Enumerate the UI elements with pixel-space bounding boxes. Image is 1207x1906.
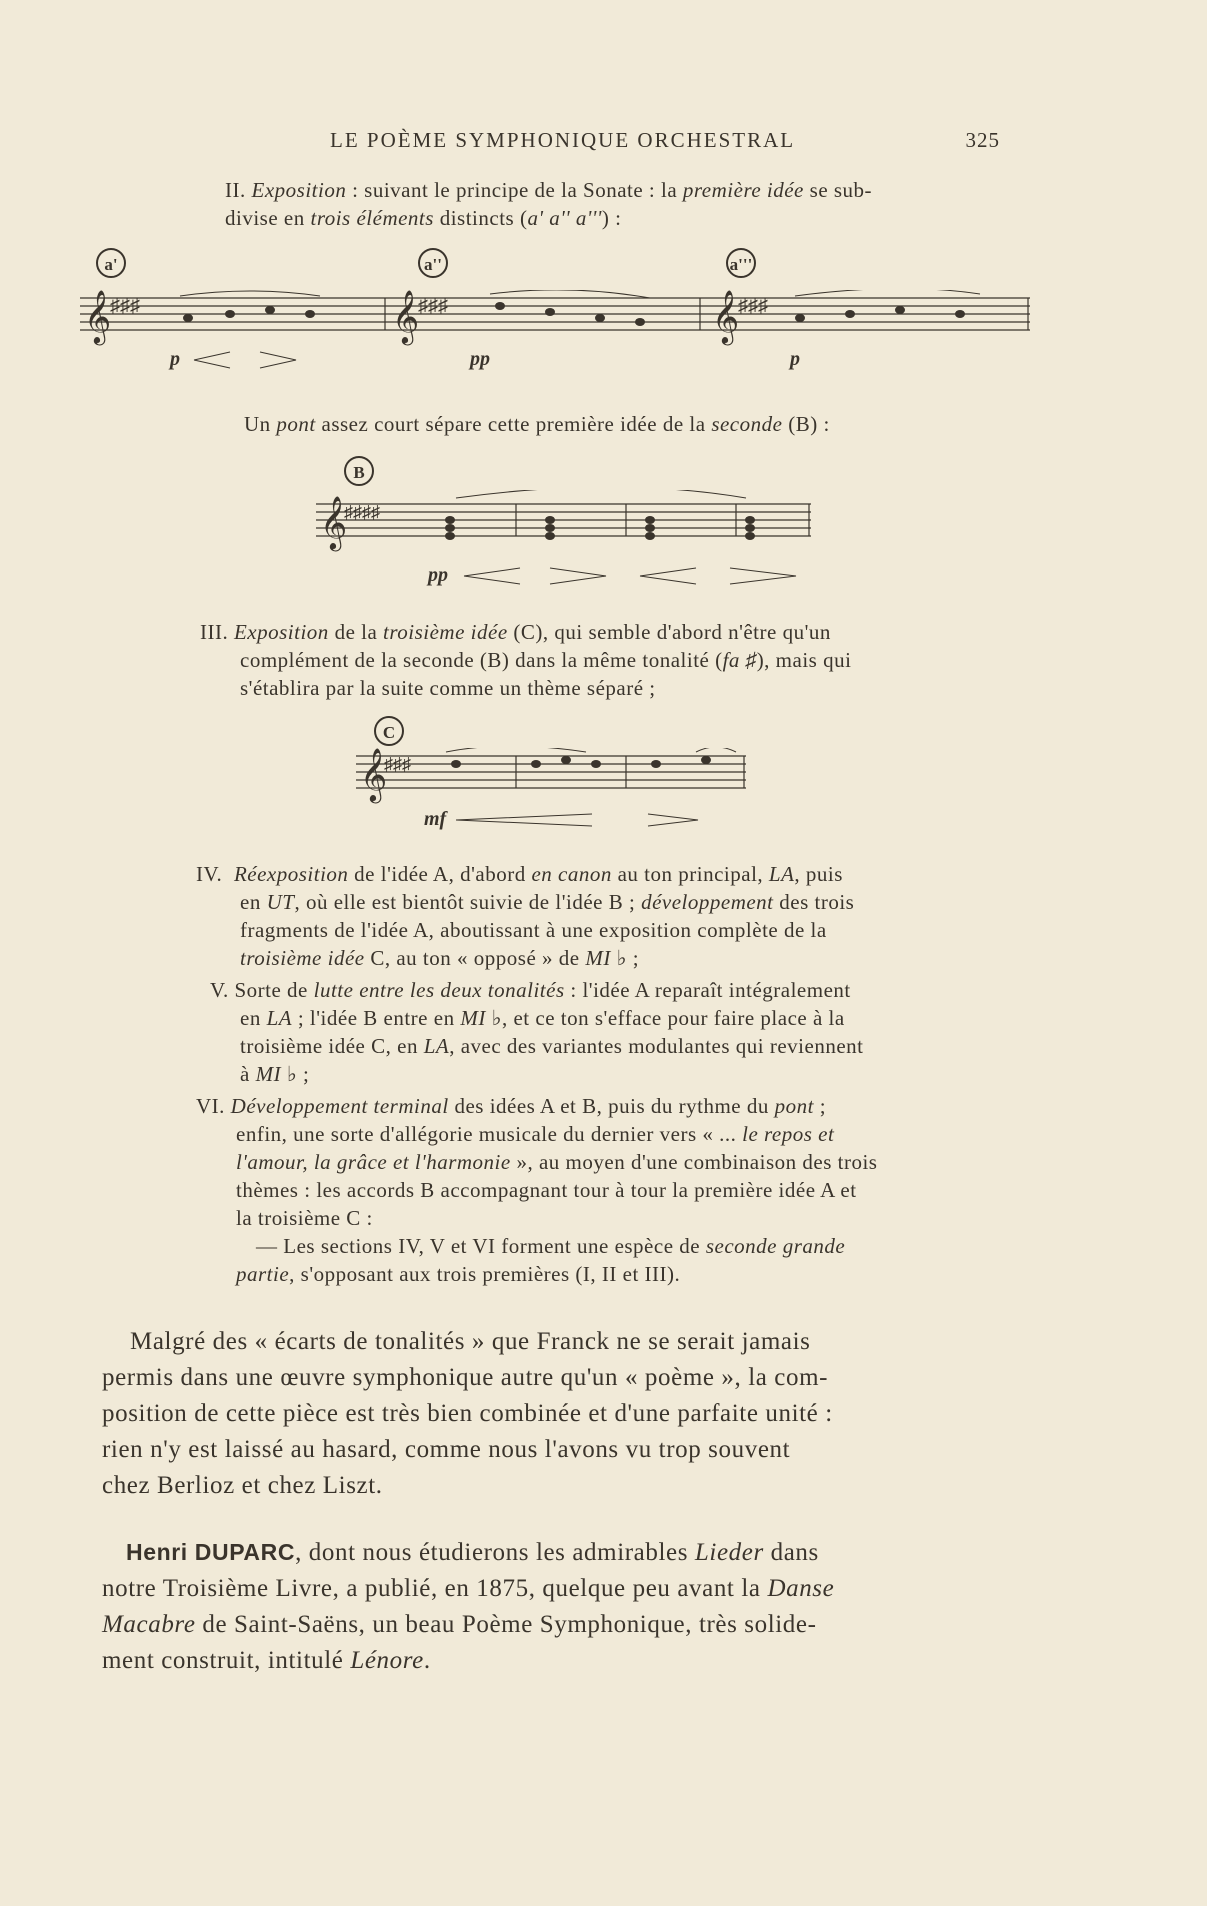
text: divise en	[225, 206, 311, 230]
text: , où elle est bientôt suivie de l'idée B ;	[294, 890, 642, 914]
section-vi	[196, 1092, 1002, 1288]
numeral: IV.	[196, 862, 223, 886]
term: première idée	[682, 178, 804, 202]
text: C, au ton « opposé » de	[364, 946, 586, 970]
text: ;	[297, 1062, 310, 1086]
key-signature-icon: ♯♯♯	[738, 295, 768, 317]
dynamic-marking: mf	[424, 808, 447, 830]
section-vi-line-4	[196, 1176, 1002, 1204]
staff-lines	[80, 298, 1030, 330]
paragraph-franck	[102, 1324, 998, 1504]
key-name: MI ♭	[255, 1062, 298, 1086]
treble-clef-icon: 𝄞	[360, 749, 388, 800]
line	[102, 1571, 998, 1607]
line: position de cette pièce est très bien combinée et d'une parfaite unité :	[102, 1400, 833, 1427]
text: se sub-	[803, 178, 873, 202]
text: dans	[763, 1539, 819, 1566]
header-title: LE POÈME SYMPHONIQUE ORCHESTRAL	[330, 128, 796, 152]
section-v	[196, 976, 1002, 1088]
text: de la	[328, 620, 384, 644]
paragraph-duparc	[102, 1534, 998, 1679]
hairpin-icon	[452, 810, 712, 830]
term: Développement terminal	[230, 1094, 449, 1118]
composer-name: Henri DUPARC	[126, 1539, 296, 1565]
work-title: Lieder	[694, 1539, 764, 1566]
section-iii	[200, 618, 1002, 702]
text: enfin, une sorte d'allégorie musicale du dernier vers « ...	[236, 1122, 743, 1146]
term: lutte entre les deux tonalités	[313, 978, 565, 1002]
pont-line	[244, 410, 1004, 438]
term: fa ♯	[722, 648, 757, 672]
section-iv	[196, 860, 1002, 972]
label-a2: a''	[418, 248, 448, 278]
text: ), mais qui	[756, 648, 852, 672]
line: Malgré des « écarts de tonalités » que Franck ne se serait jamais	[130, 1328, 811, 1355]
section-iv-line-2	[196, 888, 1002, 916]
dynamic-marking: pp	[428, 564, 448, 586]
work-title: Lénore	[350, 1647, 424, 1674]
section-iv-line-3	[196, 916, 1002, 944]
text: , et ce ton s'efface pour faire place à la	[501, 1006, 845, 1030]
text: fragments de l'idée A, aboutissant à une exposition complète de la	[240, 918, 827, 942]
section-vi-line-3	[196, 1148, 1002, 1176]
text: .	[423, 1647, 431, 1674]
work-title: Danse	[767, 1575, 835, 1602]
quote: l'amour, la grâce et l'harmonie	[236, 1150, 511, 1174]
term: Exposition	[233, 620, 329, 644]
section-iv-line-1	[196, 860, 1002, 888]
notes	[451, 756, 711, 768]
text: : suivant le principe de la Sonate : la	[346, 178, 683, 202]
key-signature-icon: ♯♯♯♯	[344, 502, 380, 522]
term: troisième idée	[240, 946, 365, 970]
text: , dont nous étudierons les admirables	[295, 1539, 695, 1566]
line	[102, 1643, 998, 1679]
text: ; l'idée B entre en	[292, 1006, 461, 1030]
text: des trois	[773, 890, 855, 914]
dynamic-marking: p	[790, 348, 800, 370]
term: a' a'' a'''	[527, 206, 602, 230]
text: à	[240, 1062, 256, 1086]
numeral: II.	[225, 178, 246, 202]
section-v-line-1	[196, 976, 1002, 1004]
section-vi-line-2	[196, 1120, 1002, 1148]
section-v-line-3	[196, 1032, 1002, 1060]
line: permis dans une œuvre symphonique autre qu'un « poème », la com-	[102, 1364, 829, 1391]
term: Exposition	[251, 178, 347, 202]
term: en canon	[531, 862, 612, 886]
term: seconde grande	[705, 1234, 846, 1258]
term: développement	[641, 890, 774, 914]
label-c: C	[374, 716, 404, 746]
text: ) :	[601, 206, 622, 230]
line	[102, 1534, 998, 1571]
text: Sorte de	[234, 978, 314, 1002]
section-vi-line-6	[196, 1232, 1002, 1260]
key-signature-icon: ♯♯♯	[110, 295, 140, 317]
section-v-line-2	[196, 1004, 1002, 1032]
section-vi-line-7	[196, 1260, 1002, 1288]
section-vi-line-1	[196, 1092, 1002, 1120]
text: notre Troisième Livre, a publié, en 1875, quelque peu avant la	[102, 1575, 768, 1602]
page-number: 325	[965, 128, 1000, 152]
key-signature-icon: ♯♯♯	[418, 295, 448, 317]
text: assez court sépare cette première idée de la	[315, 412, 712, 436]
numeral: V.	[210, 978, 229, 1002]
text: troisième idée C, en	[240, 1034, 424, 1058]
key-name: MI ♭	[460, 1006, 502, 1030]
music-staff-example-2	[316, 490, 816, 560]
text: — Les sections IV, V et VI forment une espèce de	[256, 1234, 706, 1258]
label-a3: a'''	[726, 248, 756, 278]
hairpin-icon	[190, 350, 310, 370]
term: trois éléments	[310, 206, 434, 230]
text: en	[240, 1006, 267, 1030]
text: , avec des variantes modulantes qui reviennent	[449, 1034, 864, 1058]
text: s'établira par la suite comme un thème séparé ;	[240, 676, 656, 700]
key-signature-icon: ♯♯♯	[384, 754, 411, 774]
text: de Saint-Saëns, un beau Poème Symphonique, très solide-	[195, 1611, 817, 1638]
section-v-line-4	[196, 1060, 1002, 1088]
key-name: MI ♭	[585, 946, 627, 970]
section-iv-line-4	[196, 944, 1002, 972]
key-name: LA	[768, 862, 795, 886]
line	[102, 1607, 998, 1643]
line: chez Berlioz et chez Liszt.	[102, 1472, 383, 1499]
music-staff-example-3	[356, 748, 756, 808]
text: , puis	[794, 862, 843, 886]
text: (B) :	[782, 412, 830, 436]
text: de l'idée A, d'abord	[348, 862, 532, 886]
text: (C), qui semble d'abord n'être qu'un	[507, 620, 831, 644]
text: complément de la seconde (B) dans la même tonalité (	[240, 648, 723, 672]
text: : l'idée A reparaît intégralement	[564, 978, 851, 1002]
term: Réexposition	[233, 862, 349, 886]
dynamic-marking: p	[170, 348, 180, 370]
text: », au moyen d'une combinaison des trois	[510, 1150, 878, 1174]
text: la troisième C :	[236, 1206, 373, 1230]
section-iii-line-2	[200, 646, 1002, 674]
term: pont	[276, 412, 316, 436]
section-iii-line-3	[200, 674, 1002, 702]
section-ii-line-1	[225, 176, 1001, 204]
text: distincts (	[433, 206, 528, 230]
key-name: LA	[266, 1006, 293, 1030]
section-ii	[225, 176, 1001, 232]
label-b: B	[344, 456, 374, 486]
hairpin-icon	[460, 566, 810, 586]
music-staff-example-1	[80, 290, 1030, 350]
numeral: III.	[200, 620, 229, 644]
term: troisième idée	[383, 620, 508, 644]
dynamic-marking: pp	[470, 348, 490, 370]
term: seconde	[711, 412, 783, 436]
work-title: Macabre	[102, 1611, 196, 1638]
term: pont	[774, 1094, 814, 1118]
quote: le repos et	[742, 1122, 835, 1146]
treble-clef-icon: 𝄞	[712, 291, 740, 342]
text: ment construit, intitulé	[102, 1647, 351, 1674]
text: , s'opposant aux trois premières (I, II et III).	[289, 1262, 681, 1286]
text: ;	[813, 1094, 827, 1118]
label-a1: a'	[96, 248, 126, 278]
running-header	[330, 128, 1000, 153]
section-vi-line-5	[196, 1204, 1002, 1232]
section-ii-line-2	[225, 204, 1001, 232]
text: ;	[627, 946, 640, 970]
numeral: VI.	[196, 1094, 225, 1118]
text: en	[240, 890, 267, 914]
key-name: UT	[266, 890, 295, 914]
treble-clef-icon: 𝄞	[320, 497, 348, 548]
text: au ton principal,	[611, 862, 769, 886]
treble-clef-icon: 𝄞	[84, 291, 112, 342]
text: des idées A et B, puis du rythme du	[448, 1094, 775, 1118]
treble-clef-icon: 𝄞	[392, 291, 420, 342]
text: thèmes : les accords B accompagnant tour à tour la première idée A et	[236, 1178, 857, 1202]
key-name: LA	[423, 1034, 450, 1058]
text: Un	[244, 412, 277, 436]
section-iii-line-1	[200, 618, 1002, 646]
line: rien n'y est laissé au hasard, comme nous l'avons vu trop souvent	[102, 1436, 791, 1463]
term: partie	[236, 1262, 290, 1286]
